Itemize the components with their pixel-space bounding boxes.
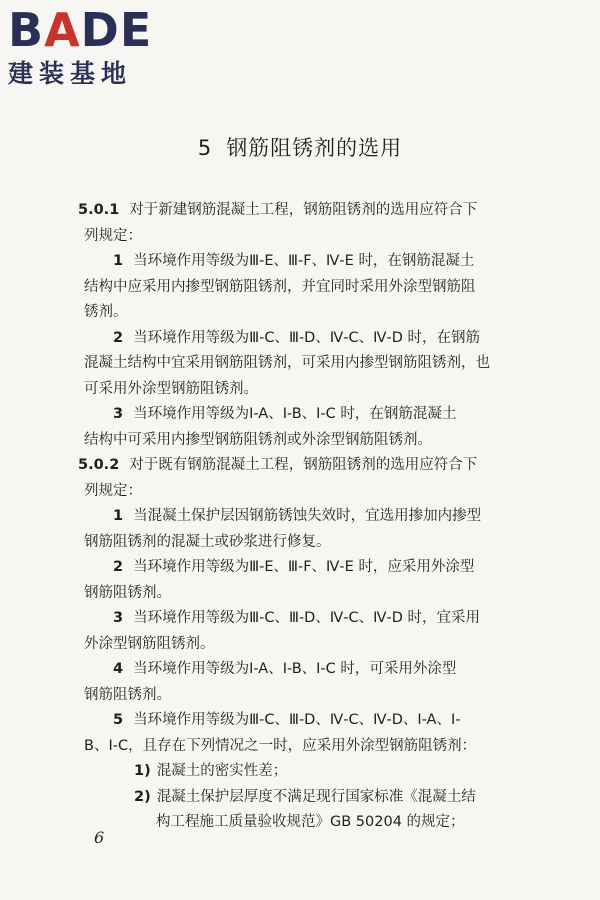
logo-wordmark: BADE — [8, 3, 153, 57]
bade-logo — [8, 4, 152, 90]
chapter-title — [0, 132, 600, 162]
clause-5-0-2-item-1: 1 当混凝土保护层因钢筋锈蚀失效时，宜选用掺加内掺型 — [113, 508, 482, 524]
clause-5-0-1-item-1-line-2: 结构中应采用内掺型钢筋阻锈剂，并宜同时采用外涂型钢筋阻 — [84, 278, 476, 295]
clause-5-0-2-item-3-line-2: 外涂型钢筋阻锈剂。 — [84, 635, 215, 652]
clause-5-0-2-item-5-line-2: B、Ⅰ-C，且存在下列情况之一时，应采用外涂型钢筋阻锈剂： — [84, 737, 477, 754]
clause-5-0-2-subitem-1: 1) 混凝土的密实性差； — [134, 763, 288, 779]
page-number: 6 — [94, 828, 105, 847]
chapter-title-text: 钢筋阻锈剂的选用 — [226, 136, 403, 160]
document-body — [78, 198, 550, 836]
clause-5-0-2-item-4-line-2: 钢筋阻锈剂。 — [84, 686, 171, 703]
clause-5-0-2-item-2-line-2: 钢筋阻锈剂。 — [84, 584, 171, 601]
clause-5-0-1-item-2-line-2: 混凝土结构中宜采用钢筋阻锈剂，可采用内掺型钢筋阻锈剂，也 — [84, 355, 490, 371]
clause-5-0-1-item-3-line-2: 结构中可采用内掺型钢筋阻锈剂或外涂型钢筋阻锈剂。 — [84, 431, 432, 448]
clause-5-0-1-item-1: 1 当环境作用等级为Ⅲ-E、Ⅲ-F、Ⅳ-E 时，在钢筋混凝土 — [113, 253, 475, 269]
clause-5-0-2-intro: 5.0.2 对于既有钢筋混凝土工程，钢筋阻锈剂的选用应符合下 — [78, 457, 478, 473]
chapter-number: 5 — [197, 136, 213, 160]
clause-5-0-1-item-1-line-3: 锈剂。 — [84, 304, 128, 320]
clause-5-0-2-item-5: 5 当环境作用等级为Ⅲ-C、Ⅲ-D、Ⅳ-C、Ⅳ-D、Ⅰ-A、Ⅰ- — [113, 712, 461, 728]
clause-5-0-1-intro: 5.0.1 对于新建钢筋混凝土工程，钢筋阻锈剂的选用应符合下 — [78, 202, 478, 218]
clause-5-0-2-item-1-line-2: 钢筋阻锈剂的混凝土或砂浆进行修复。 — [84, 533, 331, 550]
clause-5-0-2-item-4: 4 当环境作用等级为Ⅰ-A、Ⅰ-B、Ⅰ-C 时，可采用外涂型 — [113, 661, 457, 677]
clause-5-0-2-subitem-2-line-2: 构工程施工质量验收规范》GB 50204 的规定； — [156, 814, 465, 830]
logo-subtitle: 建装基地 — [8, 59, 133, 88]
clause-5-0-2-subitem-2: 2) 混凝土保护层厚度不满足现行国家标准《混凝土结 — [134, 788, 476, 805]
clause-5-0-1-item-3: 3 当环境作用等级为Ⅰ-A、Ⅰ-B、Ⅰ-C 时，在钢筋混凝土 — [113, 406, 457, 422]
clause-5-0-2-item-3: 3 当环境作用等级为Ⅲ-C、Ⅲ-D、Ⅳ-C、Ⅳ-D 时，宜采用 — [113, 610, 480, 626]
clause-5-0-1-item-2-line-3: 可采用外涂型钢筋阻锈剂。 — [84, 380, 258, 397]
clause-5-0-2-item-2: 2 当环境作用等级为Ⅲ-E、Ⅲ-F、Ⅳ-E 时，应采用外涂型 — [113, 559, 475, 575]
clause-5-0-1-item-2: 2 当环境作用等级为Ⅲ-C、Ⅲ-D、Ⅳ-C、Ⅳ-D 时，在钢筋 — [113, 329, 480, 346]
clause-5-0-1-intro-cont: 列规定： — [84, 227, 142, 244]
clause-5-0-2-intro-cont: 列规定： — [84, 482, 142, 499]
